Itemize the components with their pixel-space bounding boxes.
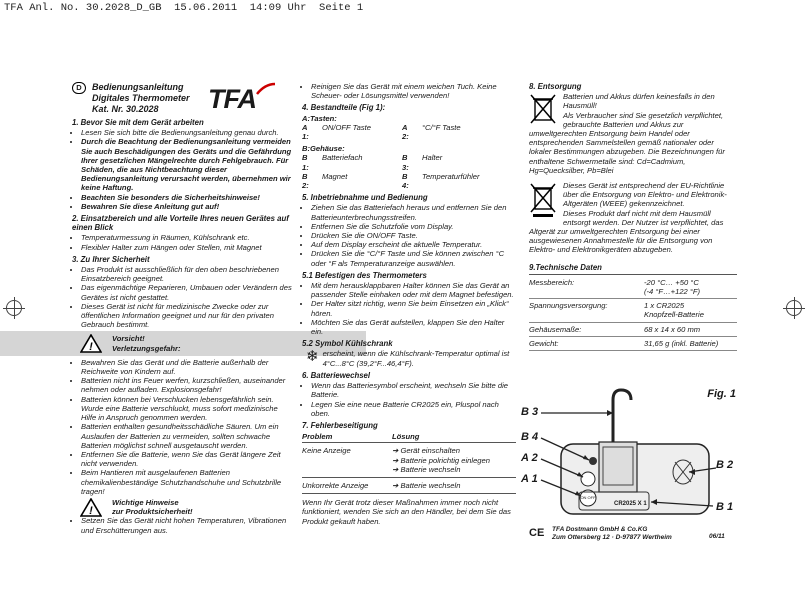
fridge-symbol-row (302, 349, 516, 367)
spec-label: Messbereich: (529, 277, 575, 287)
list-item: • Beim Hantieren mit ausgelaufenen Batterien chemikalienbeständige Schutzhandschuhe und Schutzbrille tragen! (81, 468, 294, 496)
logo-swoosh (255, 82, 277, 96)
callout-b2: B 2 (716, 459, 734, 471)
disposal-text: Dieses Gerät ist entsprechend der EU-Richtlinie über die Entsorgung von Elektro- und Elektronik-Altgeräten (WEEE) gekennzeichnet. (563, 181, 727, 209)
part-value: Temperaturfühler (422, 171, 480, 181)
note-subtitle: zur Produktsicherheit! (112, 507, 193, 517)
list-item: • Ziehen Sie das Batteriefach heraus und entfernen Sie den Batterieunterbrechungsstreifen. (311, 203, 516, 221)
section-7-heading: 7. Fehlerbeseitigung (302, 420, 378, 430)
spec-value: 68 x 14 x 60 mm (644, 324, 701, 334)
list-item: • Mit dem herausklappbaren Halter können Sie das Gerät an passender Stelle einhaken oder mit dem Magnet befestigen. (311, 281, 516, 299)
warning-icon (80, 334, 102, 353)
part-value: °C/°F Taste (422, 122, 461, 132)
table-row (302, 443, 516, 478)
buttons-heading: A:Tasten: (302, 113, 337, 123)
section-3-heading: 3. Zu Ihrer Sicherheit (72, 254, 150, 264)
table-row (302, 478, 516, 494)
list-item: • Das eigenmächtige Reparieren, Umbauen oder Verändern des Gerätes ist nicht gestattet. (81, 283, 294, 301)
registration-mark-right (786, 300, 802, 316)
spec-value-line: 1 x CR2025 (644, 301, 685, 311)
list-item: • Drücken Sie die °C/°F Taste und Sie können zwischen °C oder °F als Temperaturanzeige auswählen. (311, 249, 516, 267)
crossed-bin-icon (529, 92, 557, 126)
solution-text: Batterie wechseln (400, 464, 461, 474)
figure-label: Fig. 1 (707, 388, 736, 400)
warning-icon (80, 498, 102, 517)
list-item: • Flexibler Halter zum Hängen oder Stellen, mit Magnet (81, 243, 294, 252)
section-8-heading: 8. Entsorgung (529, 82, 582, 91)
parts-housing (302, 153, 516, 190)
part-key: A 2: (402, 122, 409, 142)
part-value: Batteriefach (322, 153, 363, 163)
list-item: • Das Produkt ist ausschließlich für den oben beschriebenen Einsatzbereich geeignet. (81, 265, 294, 283)
weee-bin-icon (529, 181, 557, 219)
warning-subtitle: Verletzungsgefahr: (112, 343, 181, 353)
company-name: TFA Dostmann GmbH & Co.KG (552, 526, 648, 533)
disposal-text: Dieses Produkt darf nicht mit dem Hausmüll entsorgt werden. Der Nutzer ist verpflichtet, das Altgerät zur umweltgerechten Entsorgung bei einer ausgewiesenen Annahmestelle für die Entsorgung von Elektro- und Elektronikgeräten abzugeben. (529, 208, 724, 255)
callout-b1: B 1 (716, 501, 734, 513)
list-item: • Dieses Gerät ist nicht für medizinische Zwecke oder zur öffentlichen Information geeignet und nur für den privaten Gebrauch bestimmt. (81, 302, 294, 330)
language-badge: D (72, 82, 86, 94)
callout-a2: A 2 (521, 452, 538, 464)
print-header: TFA Anl. No. 30.2028_D_GB 15.06.2011 14:09 Uhr Seite 1 (4, 2, 364, 14)
company-address: Zum Ottersberg 12 · D-97877 Wertheim (552, 534, 672, 541)
disposal-text: Als Verbraucher sind Sie gesetzlich verpflichtet, gebrauchte Batterien und Akkus zur umweltgerechten Entsorgung beim Handel oder entsprechenden Sammelstellen gemäß nationaler oder lokaler Bestimmungen abzugeben. Die Bezeichnungen für enthaltene Schwermetalle sind: Cd=Cadmium, Hg=Quecksilber, Pb=Blei (529, 110, 725, 175)
part-key: B 1: (302, 153, 309, 172)
spec-label: Gewicht: (529, 338, 559, 348)
solution-cell: ➔ Batterie wechseln (392, 480, 461, 490)
fridge-symbol-text: erscheint, wenn die Kühlschrank-Temperatur optimal ist 4°C...8°C (39,2°F...46,4°F). (322, 349, 510, 368)
list-item: • Setzen Sie das Gerät nicht hohen Temperaturen, Vibrationen und Erschütterungen aus. (81, 516, 294, 534)
spec-value-line: (-4 °F…+122 °F) (644, 287, 701, 297)
section-6-heading: 6. Batteriewechsel (302, 370, 371, 380)
callout-a1: A 1 (521, 473, 538, 485)
spec-value: 31,65 g (inkl. Batterie) (644, 338, 719, 348)
column-german-1 (72, 82, 294, 535)
part-value: Halter (422, 153, 443, 163)
list-item: • Temperaturmessung in Räumen, Kühlschrank etc. (81, 233, 294, 242)
spec-value (644, 301, 737, 319)
svg-text:!: ! (89, 341, 93, 354)
doc-subtitle: Digitales Thermometer (92, 93, 190, 103)
svg-text:!: ! (89, 504, 93, 517)
registration-mark-left (6, 300, 22, 316)
problem-cell: Keine Anzeige (302, 446, 351, 456)
list-item: • Möchten Sie das Gerät aufstellen, klappen Sie den Halter ein. (311, 318, 516, 336)
column-header: Lösung (392, 432, 420, 442)
problem-cell: Unkorrekte Anzeige (302, 480, 369, 490)
list-item: • Bewahren Sie das Gerät und die Batterie außerhalb der Reichweite von Kindern auf. (81, 358, 294, 376)
list-item: • Bewahren Sie diese Anleitung gut auf! (81, 202, 294, 211)
tfa-logo: TFA (208, 84, 256, 114)
housing-heading: B:Gehäuse: (302, 144, 345, 154)
note-title: Wichtige Hinweise (112, 497, 179, 507)
list-item: • Legen Sie eine neue Batterie CR2025 ein, Pluspol nach oben. (311, 400, 516, 418)
warning-title: Vorsicht! (112, 334, 145, 344)
list-item: • Beachten Sie besonders die Sicherheitshinweise! (81, 193, 294, 202)
battery-label: CR2025 X 1 (614, 501, 647, 507)
section-5-1-heading: 5.1 Befestigen des Thermometers (302, 270, 427, 280)
snowflake-icon: ❄ (306, 348, 319, 366)
section-9-heading: 9.Technische Daten (529, 263, 737, 275)
product-safety-note (72, 498, 294, 516)
list-item: • Batterien nicht ins Feuer werfen, kurzschließen, auseinander nehmen oder aufladen. Explosionsgefahr! (81, 376, 294, 394)
list-item: • Auf dem Display erscheint die aktuelle Temperatur. (311, 240, 516, 249)
part-key: B 3: (402, 153, 409, 172)
list-item: • Lesen Sie sich bitte die Bedienungsanleitung genau durch. (81, 128, 294, 137)
footer-address (552, 526, 672, 542)
table-row (529, 337, 737, 351)
figure-1 (521, 380, 736, 525)
ce-mark: CE (529, 527, 545, 539)
section-5-2-heading: 5.2 Symbol Kühlschrank (302, 339, 393, 349)
section-5-heading: 5. Inbetriebnahme und Bedienung (302, 193, 428, 203)
part-value: ON/OFF Taste (322, 122, 371, 132)
part-value: Magnet (322, 171, 348, 181)
section-4-heading: 4. Bestandteile (Fig 1): (302, 103, 386, 113)
section-1-heading: 1. Bevor Sie mit dem Gerät arbeiten (72, 118, 204, 127)
spec-value-line: -20 °C… +50 °C (644, 277, 699, 287)
list-item: • Der Halter sitzt richtig, wenn Sie beim Einsetzen ein „Klick“ hören. (311, 299, 516, 317)
callout-b3: B 3 (521, 406, 539, 418)
list-item: • Batterien können bei Verschlucken lebensgefährlich sein. Wurde eine Batterie verschluckt, muss sofort medizinische Hilfe in Anspruch genommen werden. (81, 395, 294, 423)
list-item: • Entfernen Sie die Schutzfolie vom Display. (311, 222, 516, 231)
column-german-2 (302, 82, 516, 526)
part-key: A 1: (302, 122, 309, 142)
column-header: Problem (302, 432, 333, 442)
disposal-text: Batterien und Akkus dürfen keinesfalls in den Hausmüll! (563, 92, 715, 111)
catalog-number: Kat. Nr. 30.2028 (92, 104, 159, 114)
on-off-label: ON OFF (580, 495, 596, 500)
list-item: • Wenn das Batteriesymbol erscheint, wechseln Sie bitte die Batterie. (311, 381, 516, 399)
solution-cell: ➔ Gerät einschalten ➔ Batterie polrichtig einlegen ➔ Batterie wechseln (392, 446, 490, 474)
list-item: • Durch die Beachtung der Bedienungsanleitung vermeiden Sie auch Beschädigungen des Geräts und die Gefährdung Ihrer gesetzlichen Mängelrechte durch Fehlgebrauch. Für Schäden, die aus Nichtbeachtung dieser Bedienungsanleitung verursacht werden, übernehmen wir keine Haftung. (81, 137, 294, 192)
part-key: B 2: (302, 171, 309, 191)
list-item: • Batterien enthalten gesundheitsschädliche Säuren. Um ein Auslaufen der Batterien zu vermeiden, sollten schwache Batterien möglichst schnell ausgetauscht werden. (81, 422, 294, 450)
list-item: • Reinigen Sie das Gerät mit einem weichen Tuch. Keine Scheuer- oder Lösungsmittel verwenden! (311, 82, 516, 100)
spec-label: Spannungsversorgung: (529, 301, 608, 311)
solution-text: Batterie wechseln (400, 480, 461, 490)
table-row (529, 299, 737, 322)
part-key: B 4: (402, 171, 409, 191)
list-item: • Entfernen Sie die Batterie, wenn Sie das Gerät längere Zeit nicht verwenden. (81, 450, 294, 468)
doc-title: Bedienungsanleitung (92, 82, 184, 92)
list-item: • Drücken Sie die ON/OFF Taste. (311, 231, 516, 240)
closing-text: Wenn Ihr Gerät trotz dieser Maßnahmen immer noch nicht funktioniert, wenden Sie sich an den Händler, bei dem Sie das Produkt gekauft haben. (302, 498, 511, 526)
spec-value (644, 278, 737, 296)
table-row (529, 323, 737, 337)
troubleshoot-header (302, 431, 516, 443)
callout-b4: B 4 (521, 431, 539, 443)
spec-value-line: Knopfzell-Batterie (644, 310, 704, 320)
table-row (529, 276, 737, 299)
solution-text: Gerät einschalten (400, 446, 461, 456)
parts-buttons (302, 123, 516, 141)
solution-text: Batterie polrichtig einlegen (400, 455, 490, 465)
spec-label: Gehäusemaße: (529, 324, 582, 334)
column-german-3 (529, 82, 737, 351)
section-2-heading: 2. Einsatzbereich und alle Vorteile Ihres neuen Gerätes auf einen Blick (72, 214, 289, 233)
version-code: 06/11 (709, 533, 725, 540)
